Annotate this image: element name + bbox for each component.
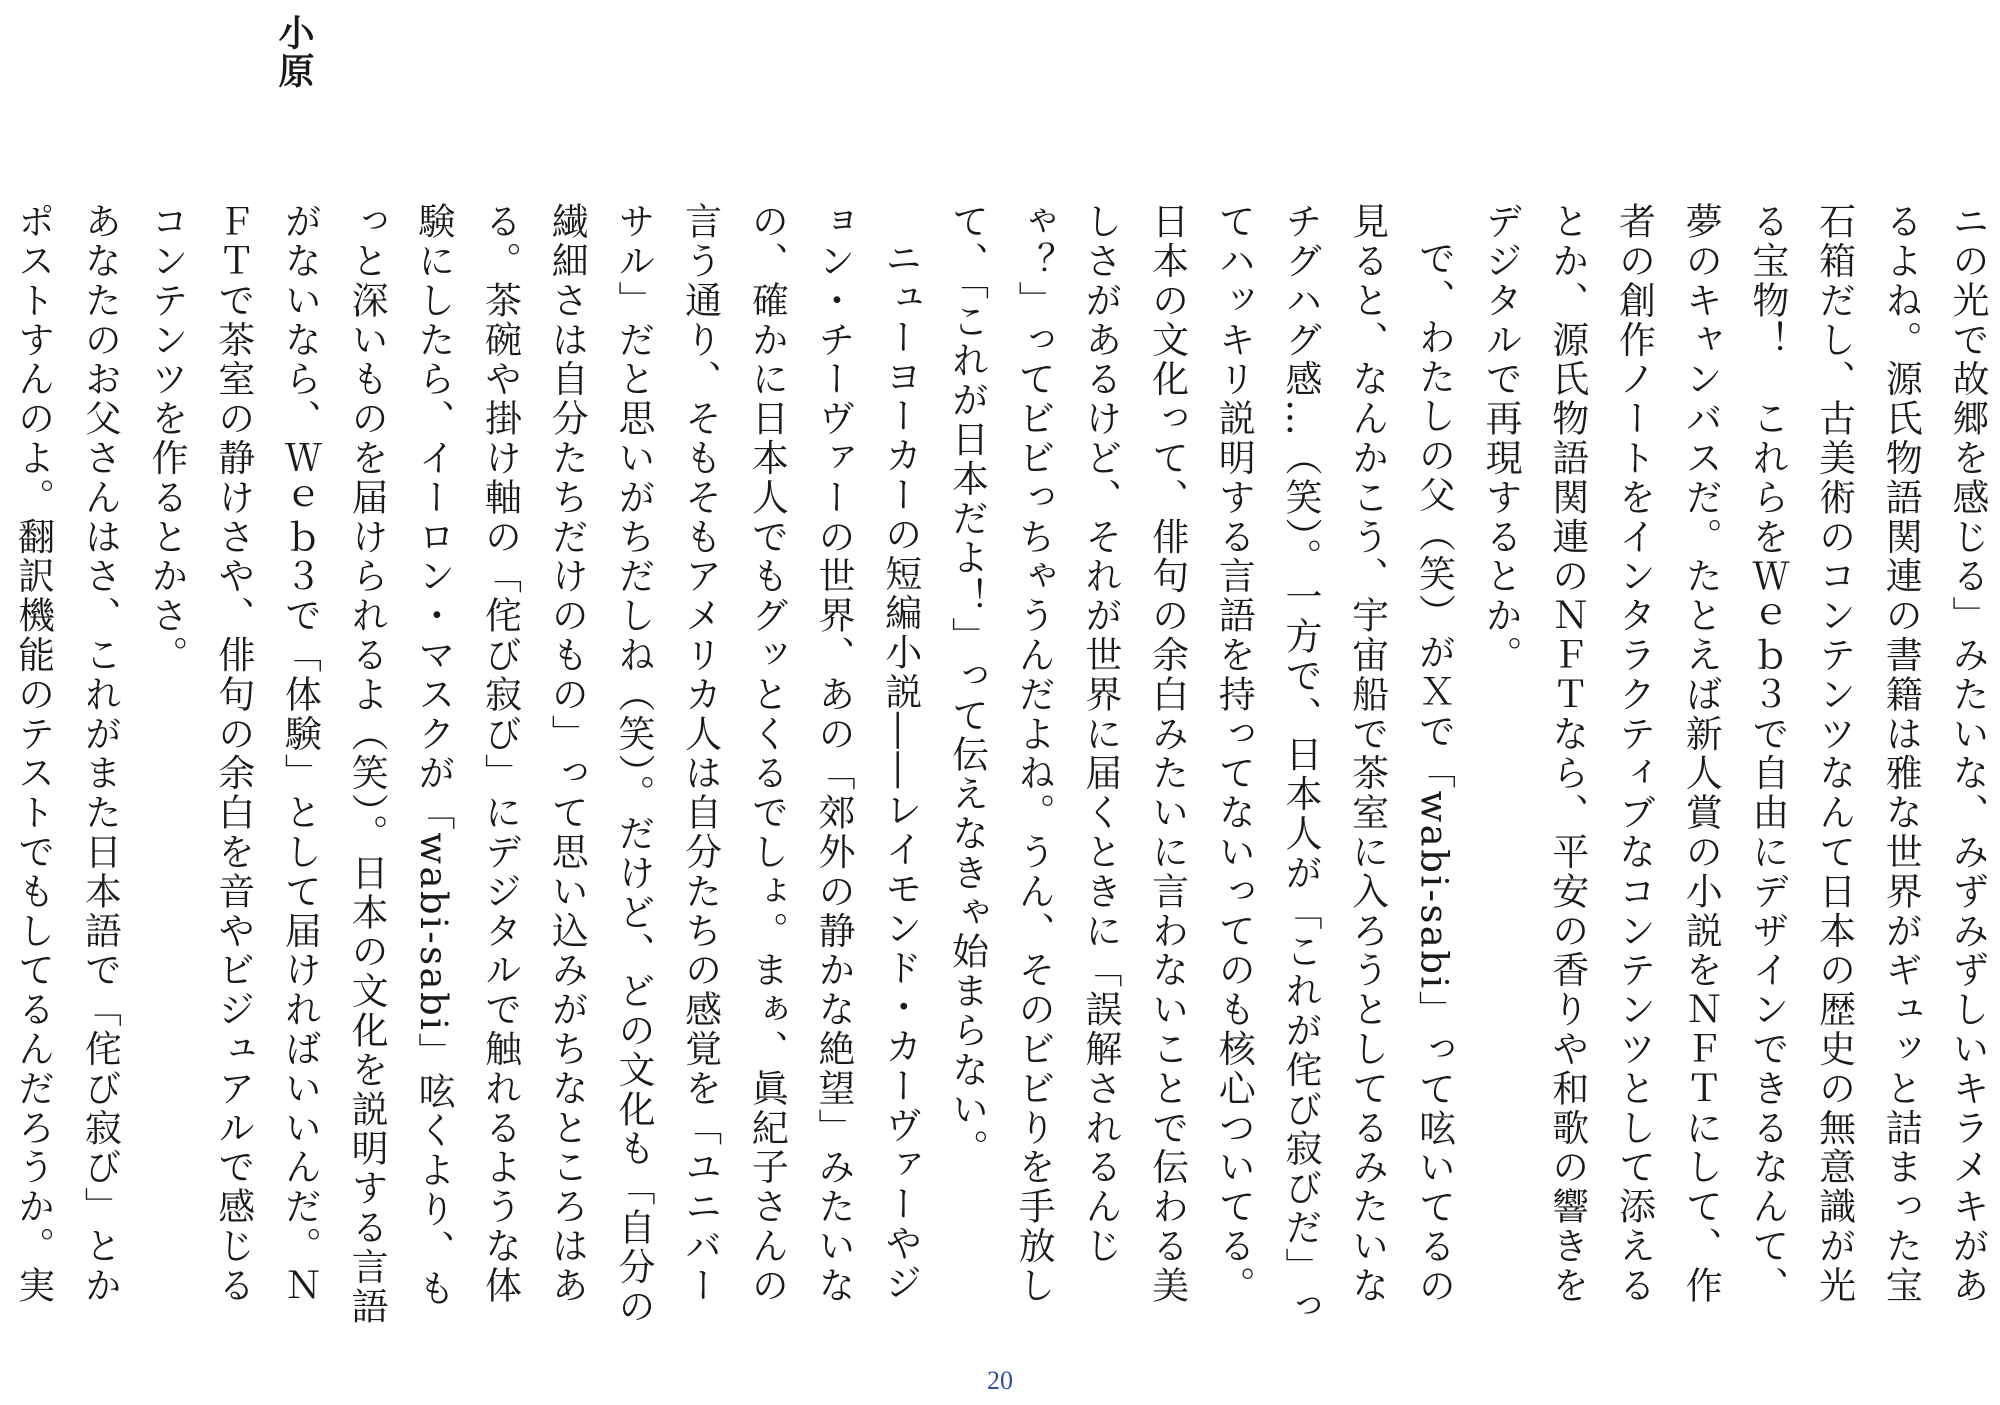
body-text — [10, 202, 2000, 1342]
paragraph: ニューヨーカーの短編小説――レイモンド・カーヴァーやジョン・チーヴァーの世界、あの「郊外の静かな絶望」みたいなの、確かに日本人でもグッとくるでしょ。まぁ、眞紀子さんの言う通り、そもそもアメリカ人は自分たちの感覚を「ユニバーサル」だと思いがちだしね（笑）。だけど、どの文化も「自分の繊細さは自分たちだけのもの」って思い込みがちなところはある。茶碗や掛け軸の「侘び寂び」にデジタルで触れるような体験にしたら、イーロン・マスクが「wabi-sabi」呟くより、もっと深いものを届けられるよ（笑）。日本の文化を説明する言語がないなら、Ｗｅｂ３で「体験」として届ければいいんだ。ＮＦＴで茶室の静けさや、俳句の余白を音やビジュアルで感じるコンテンツを作るとかさ。 — [145, 202, 922, 1327]
page-number: 20 — [987, 1366, 1013, 1395]
paragraph: で、わたしの父（笑）がＸで「wabi-sabi」って呟いてるの見ると、なんかこう、宇宙船で茶室に入ろうとしてるみたいなチグハグ感…（笑）。一方で、日本人が「これが侘び寂びだ」ってハッキリ説明する言語を持ってないってのも核心ついてる。日本の文化って、俳句の余白みたいに言わないことで伝わる美しさがあるけど、それが世界に届くときに「誤解されるんじゃ？」ってビビっちゃうんだよね。うん、そのビビりを手放して、「これが日本だよ！」って伝えなきゃ始まらない。 — [945, 202, 1456, 1327]
speaker-name: 小原 — [273, 14, 315, 90]
paragraph: ニの光で故郷を感じる」みたいな、みずみずしいキラメキがあるよね。源氏物語関連の書籍は雅な世界がギュッと詰まった宝石箱だし、古美術のコンテンツなんて日本の歴史の無意識が光る宝物！ これらをＷｅｂ３で自由にデザインできるなんて、夢のキャンバスだ。たとえば新人賞の小説をＮＦＴにして、作者の創作ノートをインタラクティブなコンテンツとして添えるとか、源氏物語関連のＮＦＴなら、平安の香りや和歌の響きをデジタルで再現するとか。 — [1479, 202, 1989, 1306]
paragraph: あなたのお父さんはさ、これがまた日本語で「侘び寂び」とかポストすんのよ。翻訳機能のテストでもしてるんだろうか。実 — [11, 202, 122, 1306]
